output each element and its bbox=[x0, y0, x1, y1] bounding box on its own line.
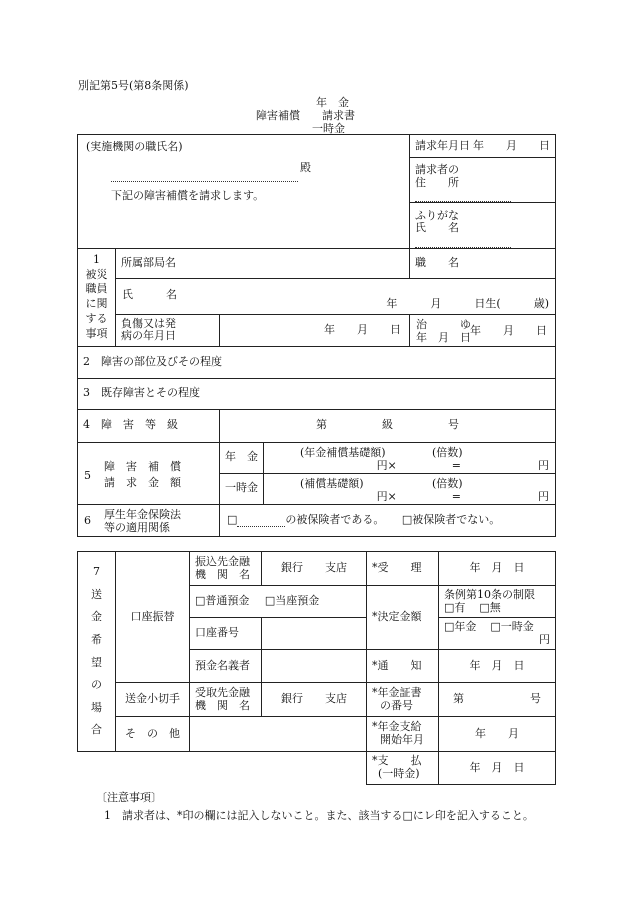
job-cell[interactable] bbox=[410, 248, 556, 278]
pension-label: 年 金 bbox=[220, 443, 264, 473]
pension-formula: 円× = 円 bbox=[376, 458, 549, 472]
account-no-label: 口座番号 bbox=[190, 618, 262, 650]
payment-label: *支 払 (一時金) bbox=[367, 752, 439, 785]
claimant-address-cell[interactable] bbox=[410, 158, 556, 203]
lump-formula: 円× = 円 bbox=[376, 489, 549, 503]
lump-mult: (倍数) bbox=[432, 476, 463, 490]
pension-amount-cell[interactable] bbox=[220, 442, 556, 473]
insured-yes-text: の被保険者である。 bbox=[285, 512, 385, 526]
request-date-label: 請求年月日 bbox=[415, 138, 470, 152]
injury-label: 負傷又は発 病の年月日 bbox=[116, 314, 220, 346]
account-holder-label: 預金名義者 bbox=[190, 650, 262, 683]
article-limit-cell[interactable] bbox=[439, 586, 556, 618]
sec5-label: 5 障 害 補 償 請 求 金 額 bbox=[78, 442, 220, 504]
insured-no-option[interactable]: □被保険者でない。 bbox=[401, 512, 501, 526]
start-value[interactable]: 年 月 bbox=[439, 717, 556, 752]
deposit-ordinary-checkbox[interactable]: □普通預金 bbox=[195, 594, 250, 608]
decided-amount-label: *決定金額 bbox=[367, 586, 439, 650]
dept-label: 所属部局名 bbox=[121, 255, 176, 269]
sec2-row[interactable] bbox=[78, 346, 556, 378]
sec6-options[interactable] bbox=[220, 504, 556, 536]
receipt-value[interactable]: 年 月 日 bbox=[439, 552, 556, 586]
address-line bbox=[415, 192, 511, 202]
request-date-value: 年 月 日 bbox=[473, 138, 550, 152]
deposit-type-cell[interactable] bbox=[190, 586, 367, 618]
opt-pension-checkbox[interactable]: □年金 bbox=[444, 620, 477, 633]
institution-block bbox=[78, 135, 410, 249]
start-label: *年金支給 開始年月 bbox=[367, 717, 439, 752]
article-limit-label: 条例第10条の制限 bbox=[444, 588, 535, 601]
remittance-table bbox=[77, 551, 556, 785]
dept-cell[interactable] bbox=[116, 248, 410, 278]
cure-cell[interactable] bbox=[410, 314, 556, 346]
pension-base: (年金補償基礎額) bbox=[300, 445, 386, 459]
grade-value[interactable]: 第 級 号 bbox=[220, 409, 556, 442]
institution-field[interactable] bbox=[111, 172, 298, 182]
notes-heading: 〔注意事項〕 bbox=[96, 791, 162, 804]
claimant-name-label: 氏 名 bbox=[415, 222, 459, 235]
form-number: 別記第5号(第8条関係) bbox=[78, 79, 189, 92]
payment-value[interactable]: 年 月 日 bbox=[439, 752, 556, 785]
sec6-label: 6 厚生年金保険法 等の適用関係 bbox=[78, 504, 220, 536]
insured-type-field[interactable] bbox=[237, 517, 285, 527]
article-no-checkbox[interactable]: □無 bbox=[479, 600, 501, 614]
claimant-name-cell[interactable] bbox=[410, 222, 556, 248]
payee-value[interactable]: 銀行 支店 bbox=[262, 683, 367, 717]
lump-amount-cell[interactable] bbox=[220, 473, 556, 504]
furigana-cell[interactable] bbox=[410, 202, 556, 222]
title-pension: 年 金 bbox=[316, 96, 349, 109]
bank-label: 振込先金融 機 関 名 bbox=[190, 552, 262, 586]
insured-yes-checkbox[interactable]: □ bbox=[227, 512, 238, 526]
furigana-label: ふりがな bbox=[415, 208, 459, 222]
blank-area bbox=[78, 752, 367, 785]
notes-item-1: 1 請求者は、*印の欄には記入しないこと。また、該当する□にレ印を記入すること。 bbox=[104, 809, 534, 822]
institution-label: (実施機関の職氏名) bbox=[86, 140, 183, 153]
title-lump-sum: 一時金 bbox=[312, 122, 345, 135]
sec3-row[interactable] bbox=[78, 378, 556, 409]
sec2-label: 2 障害の部位及びその程度 bbox=[83, 354, 222, 368]
other-value[interactable] bbox=[190, 717, 367, 752]
notice-value[interactable]: 年 月 日 bbox=[439, 650, 556, 683]
victim-name-label: 氏 名 bbox=[122, 287, 177, 301]
cert-value[interactable]: 第 号 bbox=[439, 683, 556, 717]
page-title: 障害補償 請求書 bbox=[256, 109, 355, 122]
victim-name-cell[interactable] bbox=[116, 278, 556, 314]
opt-lump-checkbox[interactable]: □一時金 bbox=[490, 620, 534, 633]
account-transfer-label: 口座振替 bbox=[116, 552, 190, 683]
main-form-table bbox=[77, 134, 556, 537]
deposit-current-checkbox[interactable]: □当座預金 bbox=[264, 594, 320, 608]
account-no-value[interactable] bbox=[262, 618, 367, 650]
sec7-label: 7 送 金 希 望 の 場 合 bbox=[78, 552, 116, 752]
claimant-name-line bbox=[415, 238, 511, 248]
birth-value: 年 月 日生( 歳) bbox=[386, 297, 549, 311]
dono-text: 殿 bbox=[300, 160, 311, 174]
payee-label: 受取先金融 機 関 名 bbox=[190, 683, 262, 717]
sec1-label: 1 被災 職員 に関 する 事項 bbox=[78, 248, 116, 346]
article-yes-checkbox[interactable]: □有 bbox=[444, 600, 466, 614]
lump-base: (補償基礎額) bbox=[300, 476, 364, 490]
job-label: 職 名 bbox=[415, 255, 459, 269]
bank-value[interactable]: 銀行 支店 bbox=[262, 552, 367, 586]
account-holder-value[interactable] bbox=[262, 650, 367, 683]
request-date-cell[interactable] bbox=[410, 135, 556, 158]
pension-mult: (倍数) bbox=[432, 445, 463, 459]
address-label: 住 所 bbox=[415, 175, 459, 189]
other-label: そ の 他 bbox=[116, 717, 190, 752]
check-label: 送金小切手 bbox=[116, 683, 190, 717]
request-text: 下記の障害補償を請求します。 bbox=[111, 188, 265, 202]
lump-label: 一時金 bbox=[220, 474, 264, 504]
amount-yen: 円 bbox=[539, 632, 550, 646]
notice-label: *通 知 bbox=[367, 650, 439, 683]
cure-date: 年 月 日 bbox=[470, 323, 547, 337]
cure-label: 治 ゆ 年 月 日 bbox=[416, 317, 471, 344]
claimant-label: 請求者の bbox=[415, 163, 459, 176]
sec3-label: 3 既存障害とその程度 bbox=[83, 386, 200, 400]
injury-date[interactable]: 年 月 日 bbox=[220, 314, 410, 346]
sec4-label: 4 障 害 等 級 bbox=[78, 409, 220, 442]
receipt-label: *受 理 bbox=[367, 552, 439, 586]
cert-label: *年金証書 の番号 bbox=[367, 683, 439, 717]
amount-type-cell[interactable] bbox=[439, 618, 556, 650]
